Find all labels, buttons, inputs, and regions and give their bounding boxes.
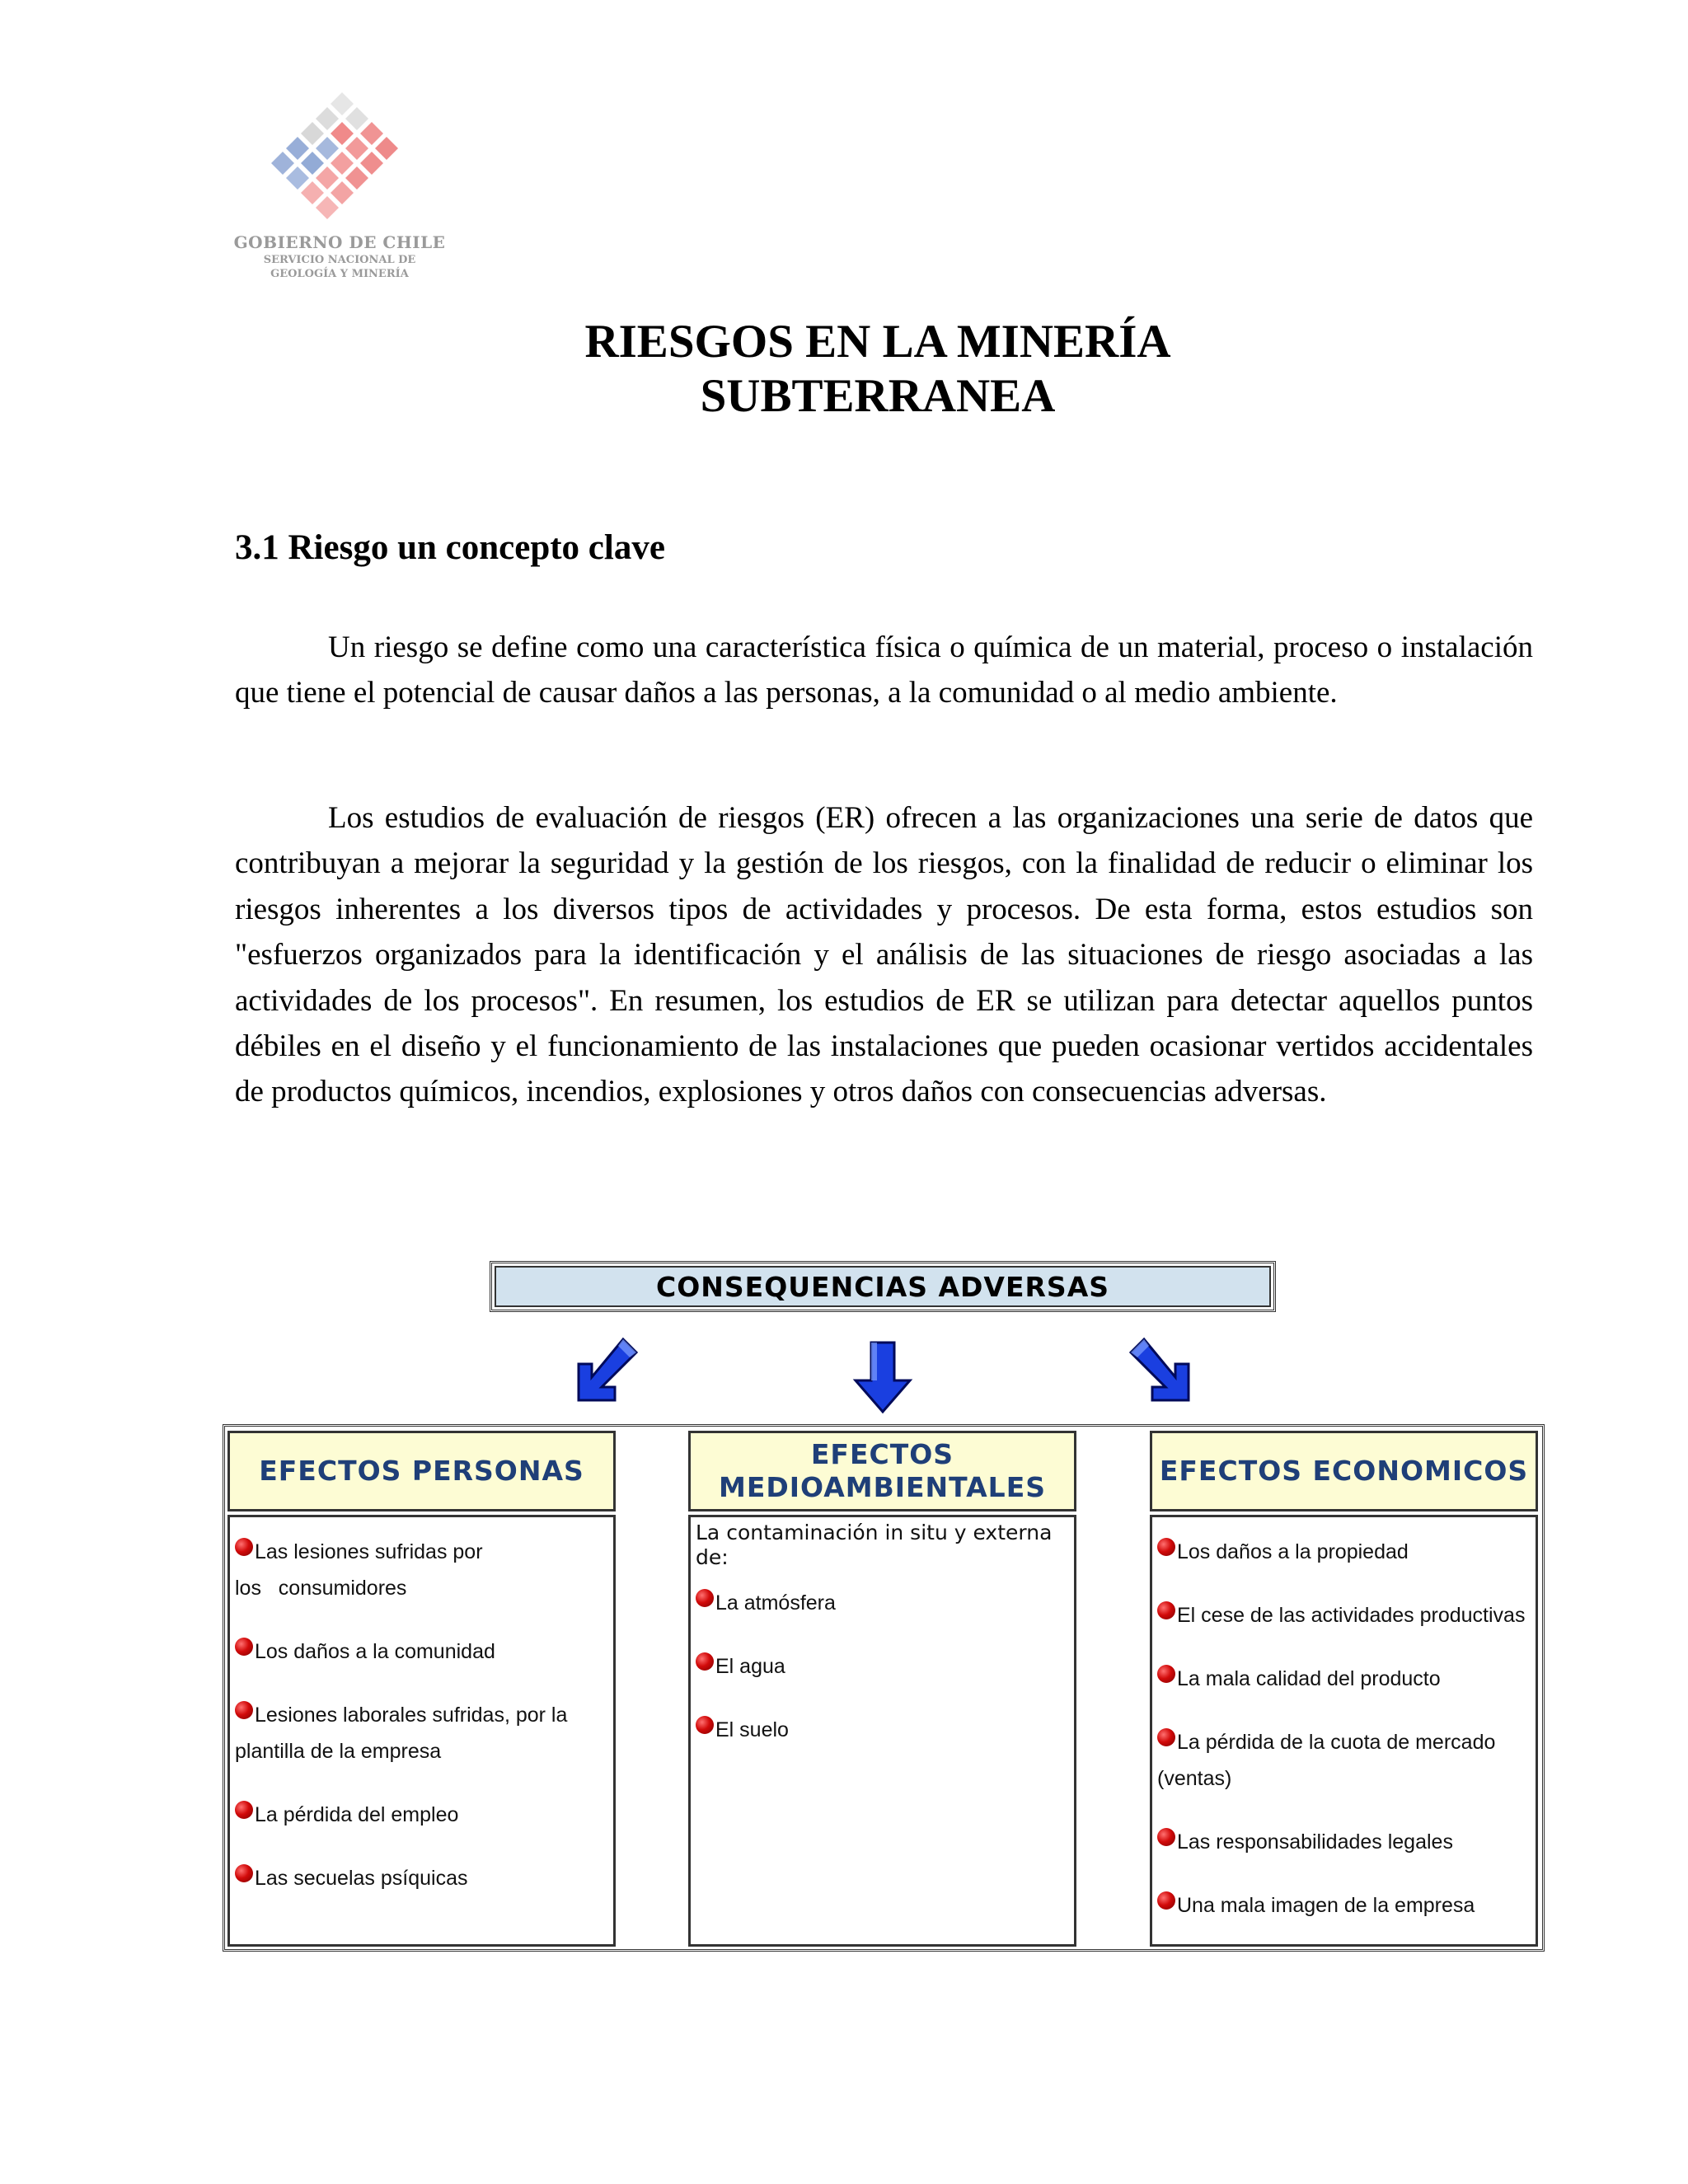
bullet-icon <box>235 1701 253 1719</box>
bullet-icon <box>1157 1665 1175 1683</box>
diagram-root-inner <box>495 1266 1271 1307</box>
list-item: La mala calidad del producto <box>1157 1661 1532 1697</box>
list-item: La atmósfera <box>696 1585 1071 1621</box>
bullet-icon <box>1157 1728 1175 1746</box>
logo-text-servicio: SERVICIO NACIONAL DE <box>263 254 416 266</box>
bullet-icon <box>696 1716 714 1734</box>
arrow-down-right-icon <box>1126 1336 1193 1404</box>
list-item: El suelo <box>696 1712 1071 1748</box>
bullet-icon <box>1157 1891 1175 1910</box>
bullet-icon <box>1157 1538 1175 1556</box>
list-item: Los daños a la comunidad <box>235 1633 610 1670</box>
list-item: Las responsabilidades legales <box>1157 1824 1532 1860</box>
page-title-line1: RIESGOS EN LA MINERÍA <box>584 316 1171 368</box>
bullet-icon <box>696 1652 714 1671</box>
list-item-continuation: (ventas) <box>1157 1767 1232 1790</box>
arrow-down-icon <box>851 1339 915 1415</box>
list-item: El cese de las actividades productivas <box>1157 1597 1532 1633</box>
logo-emblem-icon <box>264 89 420 229</box>
bullet-icon <box>235 1864 253 1882</box>
bullet-icon <box>1157 1828 1175 1846</box>
column-personas <box>227 1515 616 1947</box>
list-item: Las secuelas psíquicas <box>235 1860 610 1896</box>
logo <box>232 89 447 287</box>
header-efectos-economicos: EFECTOS ECONOMICOS <box>1150 1431 1538 1511</box>
header-medio-line1: EFECTOS <box>810 1438 954 1470</box>
diagram-root-box <box>490 1261 1276 1312</box>
list-item: Las lesiones sufridas por <box>235 1534 610 1570</box>
list-item: Lesiones laborales sufridas, por la <box>235 1697 610 1733</box>
bullet-icon <box>696 1589 714 1607</box>
header-medio-line2: MEDIOAMBIENTALES <box>718 1471 1046 1503</box>
list-item-continuation: plantilla de la empresa <box>235 1740 442 1763</box>
list-item: La pérdida del empleo <box>235 1797 610 1833</box>
column-medioambientales <box>688 1515 1076 1947</box>
contamination-intro: La contaminación in situ y externa de: <box>696 1521 1053 1569</box>
header-efectos-medioambientales <box>688 1431 1076 1511</box>
logo-text-geologia: GEOLOGÍA Y MINERÍA <box>270 268 409 280</box>
bullet-icon <box>1157 1601 1175 1619</box>
paragraph-er-studies: Los estudios de evaluación de riesgos (ER) ofrecen a las organizaciones una serie de datos que contribuyan a mejorar la seguridad y la gestión de los riesgos, con la finalidad de reducir o eliminar los riesgos inherentes a los diversos tipos de actividades y procesos. De esta forma, estos estudios son "esfuerzos organizados para la identificación y el análisis de las situaciones de riesgo asociadas a las actividades de los procesos". En resumen, los estudios de ER se utilizan para detectar aquellos puntos débiles en el diseño y el funcionamiento de las instalaciones que pueden ocasionar vertidos accidentales de productos químicos, incendios, explosiones y otros daños con consecuencias adversas. <box>235 801 1533 1109</box>
diagram-root-label: CONSEQUENCIAS ADVERSAS <box>656 1270 1109 1303</box>
section-heading: 3.1 Riesgo un concepto clave <box>235 528 665 567</box>
list-item-continuation: los consumidores <box>235 1577 407 1600</box>
bullet-icon <box>235 1538 253 1556</box>
list-item: El agua <box>696 1648 1071 1685</box>
list-item: Una mala imagen de la empresa <box>1157 1887 1532 1924</box>
column-economicos <box>1150 1515 1538 1947</box>
arrow-down-left-icon <box>574 1336 641 1404</box>
page-title-line2: SUBTERRANEA <box>700 370 1056 422</box>
list-item: La pérdida de la cuota de mercado <box>1157 1724 1532 1760</box>
list-item: Los daños a la propiedad <box>1157 1534 1532 1570</box>
bullet-icon <box>235 1638 253 1656</box>
paragraph-definition: Un riesgo se define como una característica física o química de un material, proceso o instalación que tiene el potencial de causar daños a las personas, a la comunidad o al medio ambiente. <box>235 630 1533 710</box>
logo-text-gobierno: GOBIERNO DE CHILE <box>233 232 446 252</box>
bullet-icon <box>235 1801 253 1819</box>
header-efectos-personas: EFECTOS PERSONAS <box>227 1431 616 1511</box>
